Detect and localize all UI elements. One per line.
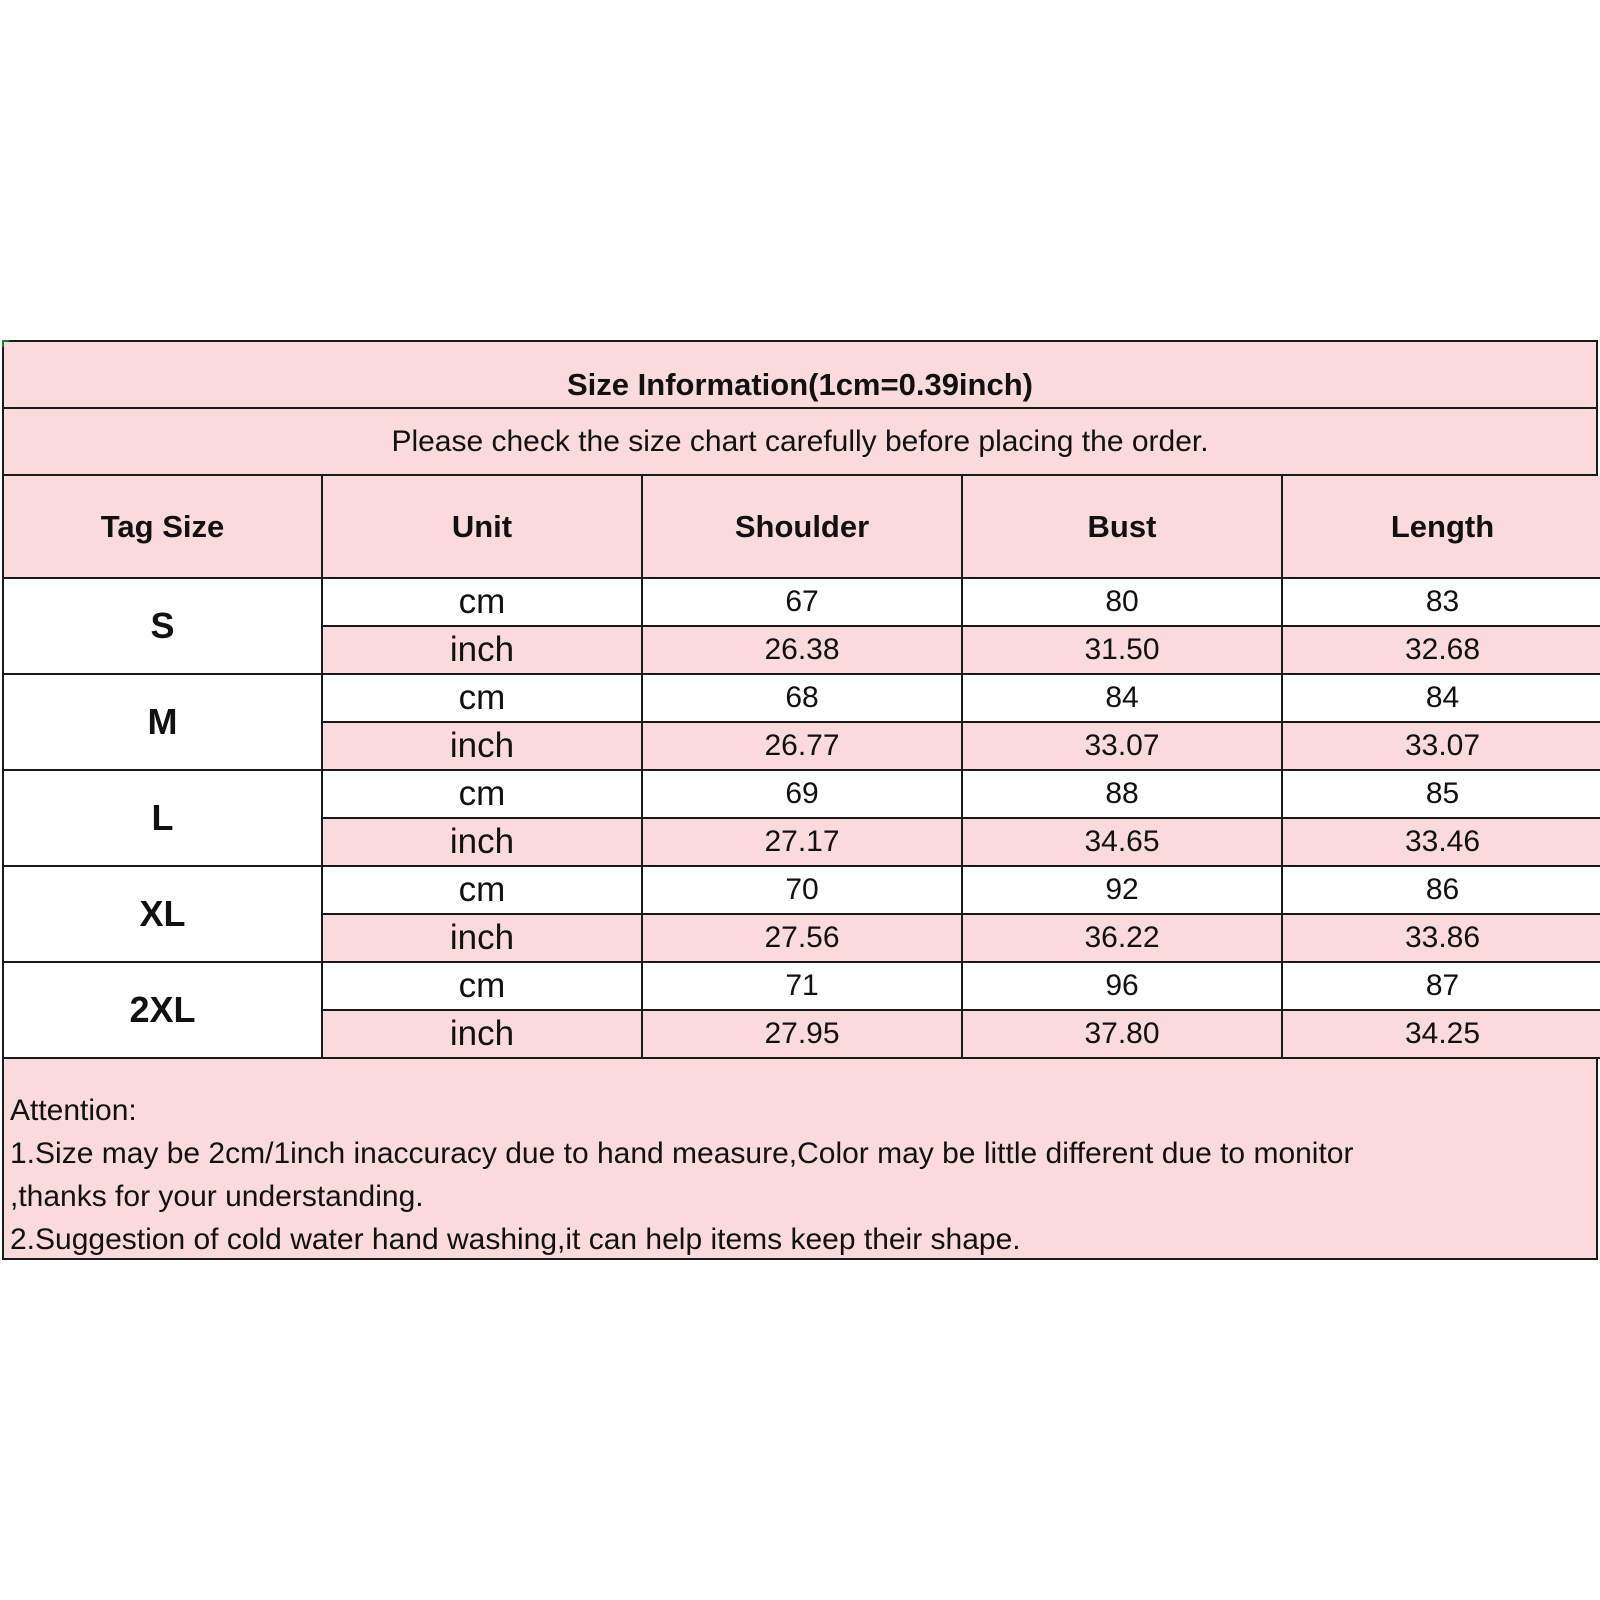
unit-cell: inch [322, 626, 642, 674]
tag-size-cell: S [4, 578, 322, 674]
table-row [4, 770, 1600, 818]
shoulder-cell: 67 [642, 578, 962, 626]
shoulder-cell: 70 [642, 866, 962, 914]
header-length: Length [1282, 476, 1600, 578]
bust-cell: 37.80 [962, 1010, 1282, 1058]
shoulder-cell: 27.95 [642, 1010, 962, 1058]
tag-size-cell: L [4, 770, 322, 866]
size-table [4, 476, 1600, 1059]
tag-size-cell: XL [4, 866, 322, 962]
shoulder-cell: 26.38 [642, 626, 962, 674]
unit-cell: cm [322, 578, 642, 626]
bust-cell: 31.50 [962, 626, 1282, 674]
length-cell: 33.86 [1282, 914, 1600, 962]
unit-cell: cm [322, 674, 642, 722]
attention-note-1: 1.Size may be 2cm/1inch inaccuracy due to hand measure,Color may be little different due to monitor [10, 1137, 1354, 1170]
size-chart [2, 340, 1598, 1260]
bust-cell: 96 [962, 962, 1282, 1010]
length-cell: 33.46 [1282, 818, 1600, 866]
attention-note-2: 2.Suggestion of cold water hand washing,it can help items keep their shape. [10, 1223, 1021, 1256]
bust-cell: 88 [962, 770, 1282, 818]
shoulder-cell: 27.17 [642, 818, 962, 866]
length-cell: 83 [1282, 578, 1600, 626]
unit-cell: cm [322, 770, 642, 818]
attention-note-1-continued: ,thanks for your understanding. [10, 1180, 424, 1213]
unit-cell: inch [322, 818, 642, 866]
bust-cell: 92 [962, 866, 1282, 914]
table-row [4, 962, 1600, 1010]
length-cell: 84 [1282, 674, 1600, 722]
unit-cell: cm [322, 866, 642, 914]
header-unit: Unit [322, 476, 642, 578]
bust-cell: 36.22 [962, 914, 1282, 962]
tag-size-cell: 2XL [4, 962, 322, 1058]
unit-cell: inch [322, 914, 642, 962]
unit-cell: inch [322, 722, 642, 770]
header-shoulder: Shoulder [642, 476, 962, 578]
bust-cell: 84 [962, 674, 1282, 722]
table-row [4, 866, 1600, 914]
length-cell: 34.25 [1282, 1010, 1600, 1058]
length-cell: 87 [1282, 962, 1600, 1010]
table-header-row [4, 476, 1600, 578]
attention-heading: Attention: [10, 1094, 137, 1127]
table-row [4, 674, 1600, 722]
unit-cell: cm [322, 962, 642, 1010]
attention-notes [4, 1059, 1596, 1258]
length-cell: 32.68 [1282, 626, 1600, 674]
bust-cell: 80 [962, 578, 1282, 626]
size-chart-subtitle: Please check the size chart carefully before placing the order. [4, 409, 1596, 476]
shoulder-cell: 71 [642, 962, 962, 1010]
length-cell: 85 [1282, 770, 1600, 818]
length-cell: 86 [1282, 866, 1600, 914]
unit-cell: inch [322, 1010, 642, 1058]
header-tag-size: Tag Size [4, 476, 322, 578]
shoulder-cell: 68 [642, 674, 962, 722]
bust-cell: 34.65 [962, 818, 1282, 866]
header-bust: Bust [962, 476, 1282, 578]
shoulder-cell: 69 [642, 770, 962, 818]
tag-size-cell: M [4, 674, 322, 770]
length-cell: 33.07 [1282, 722, 1600, 770]
table-row [4, 578, 1600, 626]
shoulder-cell: 27.56 [642, 914, 962, 962]
size-chart-title: Size Information(1cm=0.39inch) [4, 342, 1596, 409]
bust-cell: 33.07 [962, 722, 1282, 770]
shoulder-cell: 26.77 [642, 722, 962, 770]
